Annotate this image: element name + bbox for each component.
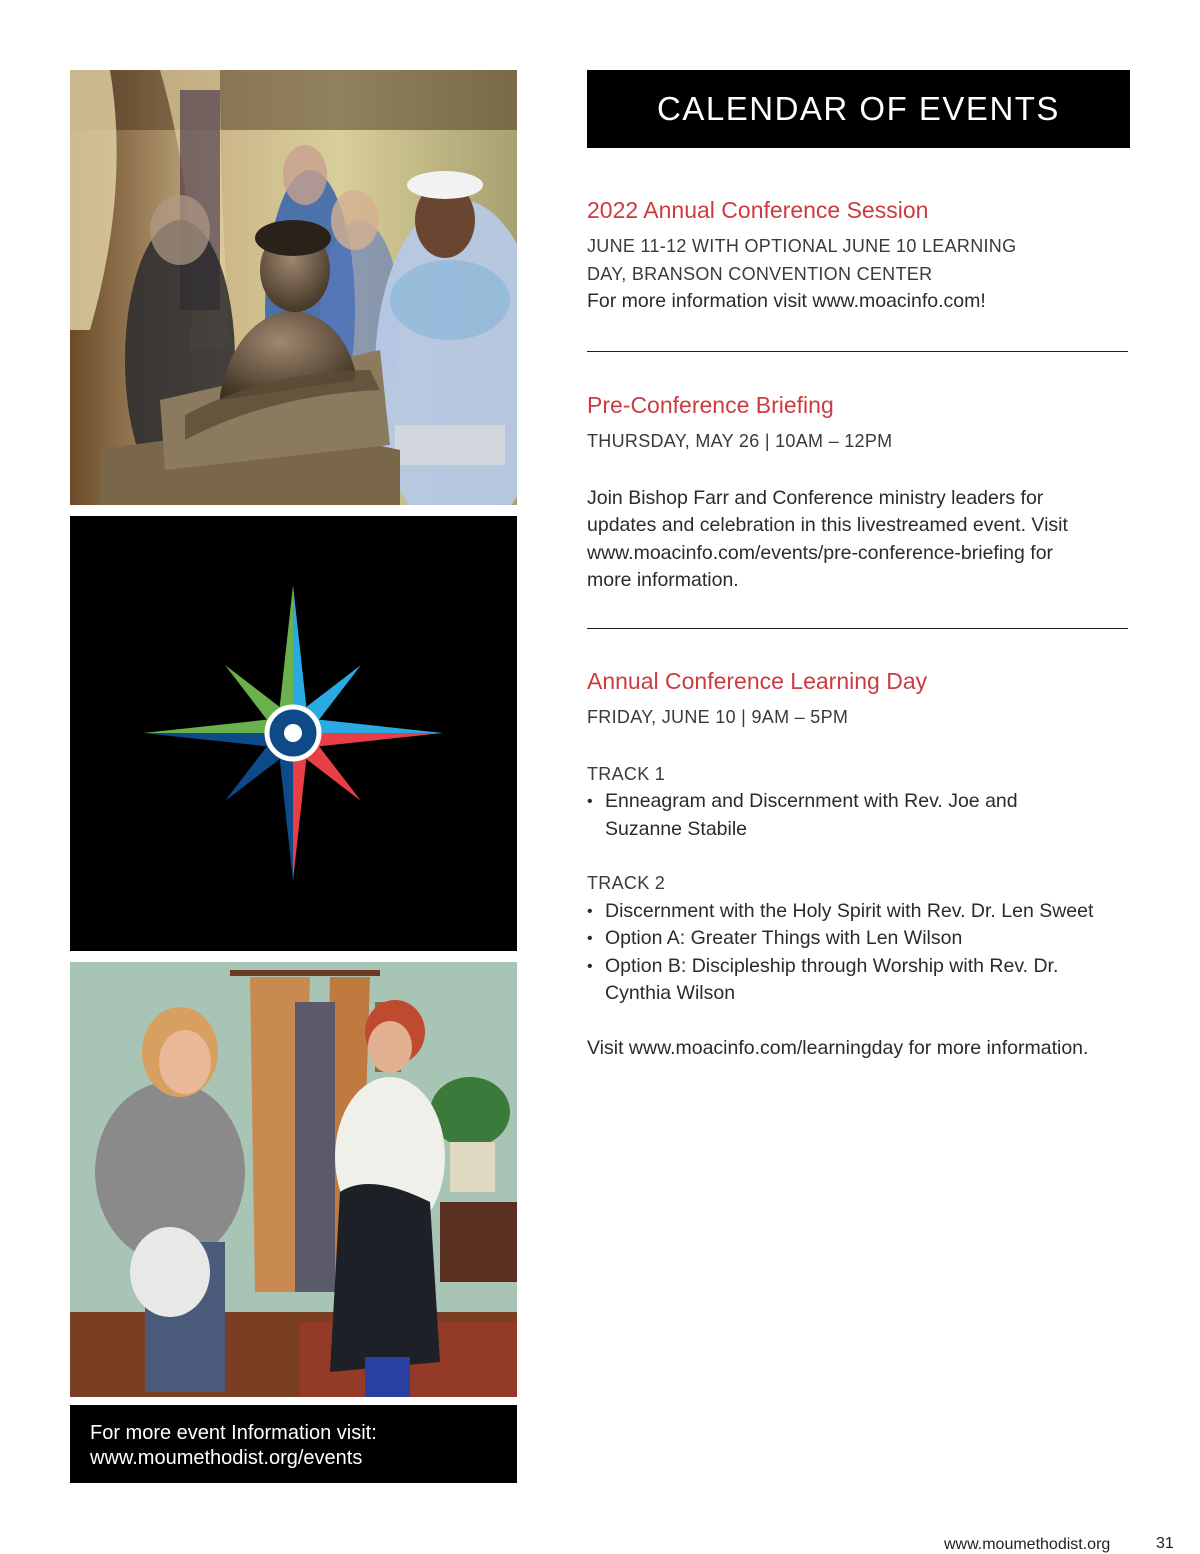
event-body-link[interactable]: www.moacinfo.com/events/pre-conference-briefing for xyxy=(587,541,1054,564)
footer-url[interactable]: www.moumethodist.org xyxy=(944,1536,1111,1553)
track-2-list xyxy=(587,898,1132,1008)
list-item: • Option B: Discipleship through Worship with Rev. Dr. Cynthia Wilson xyxy=(587,953,1132,1008)
list-item: • Enneagram and Discernment with Rev. Joe and Suzanne Stabile xyxy=(587,788,1132,843)
info-box-line-1: For more event Information visit: xyxy=(90,1422,377,1444)
tour-photo-image xyxy=(70,962,517,1397)
info-box-url[interactable]: www.moumethodist.org/events xyxy=(90,1447,363,1469)
event-date-line-1: JUNE 11-12 WITH OPTIONAL JUNE 10 LEARNING xyxy=(587,236,1017,256)
event-footer-link[interactable]: Visit www.moacinfo.com/learningday for more information. xyxy=(587,1036,1089,1059)
event-annual-conference-session xyxy=(587,195,1132,316)
page-title: CALENDAR OF EVENTS xyxy=(657,90,1060,127)
event-title: Pre-Conference Briefing xyxy=(587,392,834,418)
event-pre-conference-briefing xyxy=(587,390,1132,595)
event-body-line: updates and celebration in this livestreamed event. Visit xyxy=(587,514,1068,536)
event-info-link[interactable]: For more information visit www.moacinfo.com! xyxy=(587,290,986,312)
event-body-line: more information. xyxy=(587,569,739,591)
compass-logo-panel xyxy=(70,516,517,951)
event-date: FRIDAY, JUNE 10 | 9AM – 5PM xyxy=(587,707,849,727)
bust-photo xyxy=(70,70,517,505)
event-title: 2022 Annual Conference Session xyxy=(587,197,929,223)
track-label: TRACK 2 xyxy=(587,873,666,893)
divider xyxy=(587,351,1128,352)
event-info-box xyxy=(70,1405,517,1483)
event-title: Annual Conference Learning Day xyxy=(587,668,928,694)
tour-photo xyxy=(70,962,517,1397)
list-item: • Option A: Greater Things with Len Wilson xyxy=(587,925,1132,953)
bust-photo-image xyxy=(70,70,517,505)
divider xyxy=(587,628,1128,629)
event-date-line-2: DAY, BRANSON CONVENTION CENTER xyxy=(587,263,933,284)
track-label: TRACK 1 xyxy=(587,763,666,784)
event-date: THURSDAY, MAY 26 | 10AM – 12PM xyxy=(587,431,893,451)
event-body-line: Join Bishop Farr and Conference ministry leaders for xyxy=(587,486,1044,509)
list-item: • Discernment with the Holy Spirit with Rev. Dr. Len Sweet xyxy=(587,898,1132,926)
compass-star-logo-icon xyxy=(70,516,517,951)
page-number: 31 xyxy=(1156,1535,1174,1552)
event-learning-day xyxy=(587,666,1132,1062)
calendar-title-bar xyxy=(587,70,1130,148)
track-1-list xyxy=(587,788,1132,843)
